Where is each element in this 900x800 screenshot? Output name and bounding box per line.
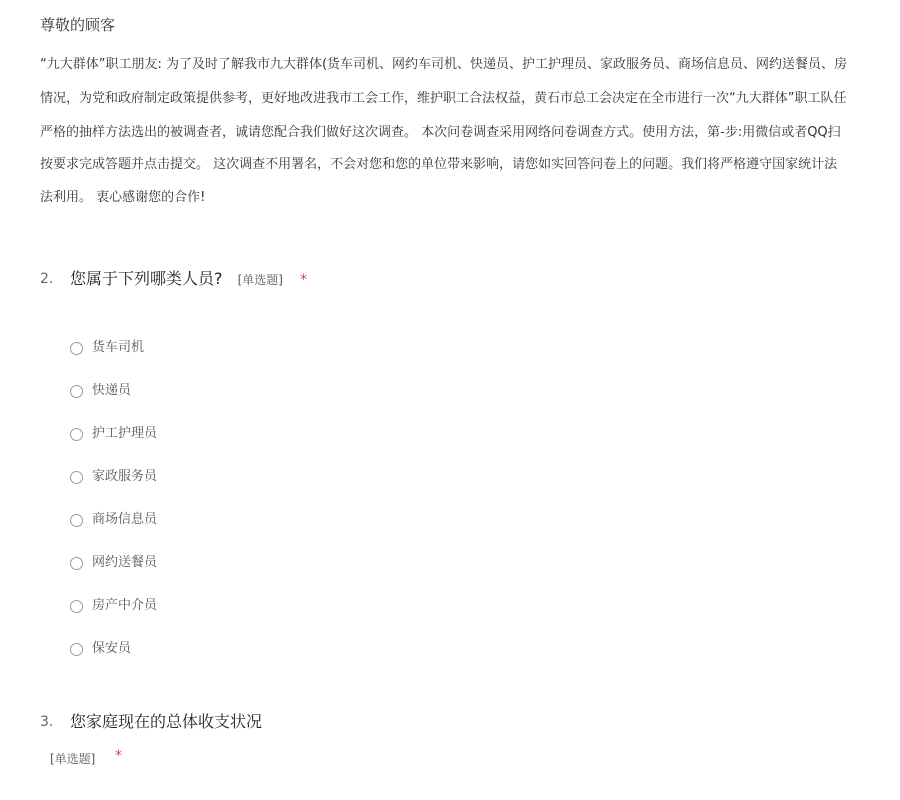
option-label: 商场信息员 [92,512,158,527]
radio-button-icon[interactable] [70,342,83,355]
radio-button-icon[interactable] [70,557,83,570]
question-number: 3. [40,714,54,730]
intro-paragraph-line-3: 严格的抽样方法选出的被调查者，诚请您配合我们做好这次调查。 本次问卷调查采用网络问卷调查方式。使用方法，第-步:用微信或者QQ扫 [40,125,841,140]
option-wangyue-songcanyuan[interactable] [70,552,157,574]
required-asterisk: * [300,272,308,288]
option-label: 保安员 [92,641,132,656]
question-title [70,267,307,292]
option-baoanyuan[interactable] [70,638,131,660]
radio-button-icon[interactable] [70,600,83,613]
option-hugong-hulіyuan[interactable] [70,423,157,445]
option-label: 货车司机 [92,340,145,355]
option-jiazheng-fuwuyuan[interactable] [70,466,157,488]
intro-section [40,0,900,220]
radio-button-icon[interactable] [70,428,83,441]
question-title: 您家庭现在的总体收支状况 [70,712,263,731]
option-label: 快递员 [92,383,132,398]
question-2-header [40,268,900,292]
option-huoche-siji[interactable] [70,337,144,359]
radio-button-icon[interactable] [70,643,83,656]
intro-paragraph-line-4: 按要求完成答题并点击提交。 这次调查不用署名，不会对您和您的单位带来影响，请您如实回答问卷上的问题。我们将严格遵守国家统计法 [40,157,838,172]
question-number: 2. [40,271,54,287]
radio-button-icon[interactable] [70,471,83,484]
question-type-badge: [单选题] [50,752,96,766]
question-3-header [40,711,900,735]
question-3-meta [40,748,900,770]
option-label: 护工护理员 [92,426,158,441]
greeting-heading: 尊敬的顾客 [40,16,116,34]
radio-button-icon[interactable] [70,385,83,398]
question-title-text: 您属于下列哪类人员? [70,269,223,288]
option-kuaidiyuan[interactable] [70,380,131,402]
option-label: 房产中介员 [92,598,158,613]
required-asterisk: * [115,748,122,764]
option-label: 家政服务员 [92,469,158,484]
option-fangchan-zhongjieyuan[interactable] [70,595,157,617]
intro-paragraph-line-5: 法利用。 衷心感谢您的合作! [40,190,206,205]
radio-button-icon[interactable] [70,514,83,527]
intro-paragraph-line-2: 情况，为党和政府制定政策提供参考，更好地改进我市工会工作，维护职工合法权益，黄石市总工会决定在全市进行一次“九大群体”职工队任 [40,91,847,106]
option-shangchang-xinxiyuan[interactable] [70,509,157,531]
question-type-badge: [单选题] [237,273,283,287]
option-label: 网约送餐员 [92,555,158,570]
intro-paragraph-line-1: “九大群体”职工朋友: 为了及时了解我市九大群体(货车司机、网约车司机、快递员、护工护理员、家政服务员、商场信息员、网约送餐员、房 [40,57,848,72]
